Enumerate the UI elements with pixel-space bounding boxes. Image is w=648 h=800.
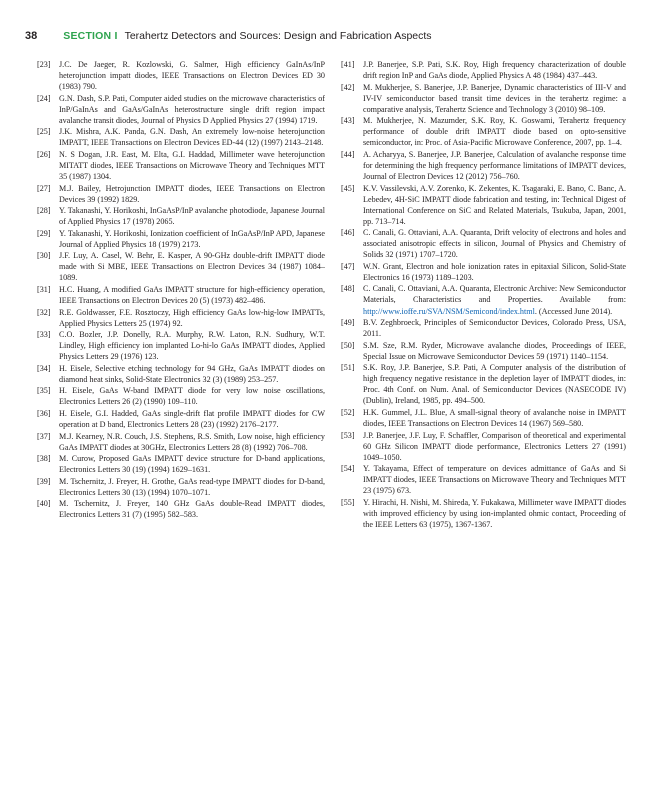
reference-item <box>341 115 626 148</box>
reference-item <box>341 149 626 182</box>
reference-item <box>341 430 626 463</box>
reference-number: [53] <box>341 430 355 440</box>
reference-number: [29] <box>37 228 51 238</box>
reference-text: M. Tschernitz, J. Freyer, H. Grothe, GaAs read-type IMPATT diodes for D-band, Electronics Letters 30 (13) (1994) 1070–1071. <box>59 476 325 497</box>
reference-item <box>341 407 626 429</box>
reference-text-suffix: . (Accessed June 2014). <box>534 306 613 316</box>
reference-item <box>37 183 325 205</box>
reference-text: N. S Dogan, J.R. East, M. Elta, G.I. Haddad, Millimeter wave heterojunction MITATT diodes, IEEE Transactions on Microwave Theory and Techniques MTT 35 (1987) 1304. <box>59 149 325 181</box>
reference-number: [42] <box>341 82 355 92</box>
reference-item <box>37 363 325 385</box>
reference-text: H.K. Gummel, J.L. Blue, A small-signal theory of avalanche noise in IMPATT diodes, IEEE Transactions on Electron Devices 14 (1967) 569–580. <box>363 407 626 428</box>
reference-number: [51] <box>341 363 355 373</box>
reference-item <box>37 149 325 182</box>
reference-text: Y. Takayama, Effect of temperature on devices admittance of GaAs and Si IMPATT diodes, IEEE Transactions on Microwave Theory and Techniques MTT 23 (1975) 673. <box>363 464 626 496</box>
reference-text: C. Canali, G. Ottaviani, A.A. Quaranta, Drift velocity of electrons and holes and associated anisotropic effects in silicon, Journal of Physics and Chemistry of Solids 32 (1971) 1707–1720. <box>363 228 626 260</box>
reference-link[interactable]: http://www.ioffe.ru/SVA/NSM/Semicond/index.html <box>363 306 535 316</box>
reference-text: J.P. Banerjee, S.P. Pati, S.K. Roy, High frequency characterization of double drift region InP and GaAs diode, Applied Physics A 48 (1984) 437–443. <box>363 60 626 81</box>
reference-item <box>37 307 325 329</box>
running-title: Terahertz Detectors and Sources: Design and Fabrication Aspects <box>124 30 432 42</box>
reference-number: [27] <box>37 183 51 193</box>
reference-item <box>37 329 325 362</box>
reference-text: Y. Takanashi, Y. Horikoshi, InGaAsP/InP avalanche photodiode, Japanese Journal of Applied Physics 17 (1978) 2065. <box>59 206 325 227</box>
reference-item <box>341 497 626 530</box>
reference-number: [30] <box>37 251 51 261</box>
reference-text: M.J. Bailey, Hetrojunction IMPATT diodes, IEEE Transactions on Electron Devices 39 (1992) 1829. <box>59 183 325 204</box>
reference-text: K.V. Vassilevski, A.V. Zorenko, K. Zekentes, K. Tsagaraki, E. Bano, C. Banc, A. Lebedev, 4H-SiC IMPATT diode fabrication and testing, in: Technical Digest of International Conference on SiC and Related Materials, Tsukuba, Japan, 2001, pp. 713–714. <box>363 183 626 226</box>
reference-text: M. Mukherjee, S. Banerjee, J.P. Banerjee, Dynamic characteristics of III-V and IV-IV semiconductor based transit time devices in the terahertz regime: a comparative analysis, Terahertz Science and Technology 3 (2010) 98–109. <box>363 82 626 114</box>
reference-number: [45] <box>341 183 355 193</box>
reference-item <box>341 463 626 496</box>
reference-text: H. Eisele, G.I. Hadded, GaAs single-drift flat profile IMPATT diodes for CW operation at D band, Electronics Letters 28 (23) (1992) 2176–2177. <box>59 408 325 429</box>
reference-item <box>37 228 325 250</box>
reference-text: S.K. Roy, J.P. Banerjee, S.P. Pati, A Computer analysis of the distribution of high frequency negative resistance in the depletion layer of IMPATT diodes, in: Proc. 4th Conf. on Num. Anal. of Semiconductor Devices (NASECODE IV) (Dublin), Ireland, 1985, pp. 494–500. <box>363 363 626 406</box>
reference-text: J.C. De Jaeger, R. Kozlowski, G. Salmer, High efficiency GaInAs/InP heterojunction impatt diodes, IEEE Transactions on Electron Devices ED 30 (1983) 790. <box>59 60 325 92</box>
reference-item <box>341 340 626 362</box>
reference-item <box>37 385 325 407</box>
reference-number: [39] <box>37 476 51 486</box>
reference-text: J.P. Banerjee, J.F. Luy, F. Schaffler, Comparison of theoretical and experimental 60 GHz Silicon IMPATT diode performance, Electronics Letters 27 (1991) 1049–1050. <box>363 430 626 462</box>
running-header <box>25 30 608 46</box>
reference-number: [23] <box>37 60 51 69</box>
reference-text: C.O. Bozler, J.P. Donelly, R.A. Murphy, R.W. Laton, R.N. Sudhury, W.T. Lindley, High efficiency ion implanted Lo-hi-lo GaAs IMPATT diodes, Applied Physics Letters 29 (1976) 123. <box>59 330 325 362</box>
reference-text: M. Tschernitz, J. Freyer, 140 GHz GaAs double-Read IMPATT diodes, Electronics Letters 31 (7) (1995) 582–583. <box>59 499 325 520</box>
reference-item <box>37 93 325 126</box>
reference-number: [31] <box>37 284 51 294</box>
reference-number: [28] <box>37 206 51 216</box>
reference-number: [49] <box>341 318 355 328</box>
reference-text: M.J. Kearney, N.R. Couch, J.S. Stephens, R.S. Smith, Low noise, high efficiency GaAs IMPATT diodes at 30GHz, Electronics Letters 28 (8) (1992) 706–708. <box>59 431 325 452</box>
reference-item <box>341 227 626 260</box>
reference-text: S.M. Sze, R.M. Ryder, Microwave avalanche diodes, Proceedings of IEEE, Special Issue on Microwave Semiconductor Devices 59 (1971) 1140–1154. <box>363 340 626 361</box>
section-label: SECTION I <box>63 30 118 42</box>
reference-number: [25] <box>37 127 51 137</box>
reference-item <box>341 362 626 406</box>
reference-item <box>37 126 325 148</box>
reference-text: G.N. Dash, S.P. Pati, Computer aided studies on the microwave characteristics of InP/GaInAs and GaAs/GaInAs heterostructure single drift region impact avalanche transit diodes, Journal of Physics D Applied Physics 27 (1994) 1719. <box>59 93 325 125</box>
reference-number: [36] <box>37 408 51 418</box>
reference-number: [44] <box>341 149 355 159</box>
page-number: 38 <box>25 30 38 42</box>
reference-text: H. Eisele, Selective etching technology for 94 GHz, GaAs IMPATT diodes on diamond heat sinks, Solid-State Electronics 32 (3) (1989) 253–257. <box>59 363 325 384</box>
reference-number: [47] <box>341 261 355 271</box>
reference-number: [52] <box>341 407 355 417</box>
reference-item <box>37 476 325 498</box>
reference-text: Y. Hirachi, H. Nishi, M. Shireda, Y. Fukakawa, Millimeter wave IMPATT diodes with improved efficiency by using ion-implanted ohmic contact, Proceeding of the IEEE Letters 63 (1975), 1367-1367. <box>363 497 626 529</box>
reference-number: [43] <box>341 116 355 126</box>
reference-item <box>341 317 626 339</box>
reference-text: R.E. Goldwasser, F.E. Rosztoczy, High efficiency GaAs low-hig-low IMPATTs, Applied Physics Letters 25 (1974) 92. <box>59 307 325 328</box>
references-column-left <box>37 59 325 521</box>
reference-number: [50] <box>341 340 355 350</box>
reference-number: [24] <box>37 93 51 103</box>
reference-item <box>37 453 325 475</box>
reference-item <box>37 284 325 306</box>
reference-text: C. Canali, C. Ottaviani, A.A. Quaranta, Electronic Archive: New Semiconductor Materials, Characteristics and Properties. Available from: <box>363 284 626 305</box>
reference-item <box>37 205 325 227</box>
reference-item <box>37 408 325 430</box>
reference-text: B.V. Zeghbroeck, Principles of Semiconductor Devices, Colorado Press, USA, 2011. <box>363 318 626 339</box>
reference-number: [33] <box>37 330 51 340</box>
reference-number: [46] <box>341 228 355 238</box>
reference-item <box>37 498 325 520</box>
reference-text: M. Curow, Proposed GaAs IMPATT device structure for D-band applications, Electronics Letters 30 (19) (1994) 1629–1631. <box>59 454 325 475</box>
reference-text: H. Eisele, GaAs W-band IMPATT diode for very low noise oscillations, Electronics Letters 26 (2) (1990) 109–110. <box>59 386 325 407</box>
reference-item <box>341 82 626 115</box>
reference-item <box>341 183 626 227</box>
reference-text: J.K. Mishra, A.K. Panda, G.N. Dash, An extremely low-noise heterojunction IMPATT, IEEE Transactions on Electron Devices ED-44 (12) (1997) 2143–2148. <box>59 127 325 148</box>
reference-number: [54] <box>341 464 355 474</box>
reference-item <box>341 283 626 316</box>
reference-text: A. Acharyya, S. Banerjee, J.P. Banerjee, Calculation of avalanche response time for determining the high frequency performance limitations of IMPATT devices, Journal of Electron Devices 12 (2012) 756–760. <box>363 149 626 181</box>
reference-number: [38] <box>37 454 51 464</box>
reference-text: J.F. Luy, A. Casel, W. Behr, E. Kasper, A 90-GHz double-drift IMPATT diode made with Si MBE, IEEE Transactions on Electron Devices 34 (1987) 1084–1089. <box>59 251 325 283</box>
reference-item <box>37 431 325 453</box>
reference-text: H.C. Huang, A modified GaAs IMPATT structure for high-efficiency operation, IEEE Transactions on Electron Devices 20 (5) (1973) 482–486. <box>59 284 325 305</box>
reference-number: [26] <box>37 149 51 159</box>
reference-item <box>37 59 325 92</box>
reference-text: Y. Takanashi, Y. Horikoshi, Ionization coefficient of InGaAsP/InP APD, Japanese Journal of Applied Physics 18 (1979) 2173. <box>59 228 325 249</box>
reference-number: [41] <box>341 60 355 69</box>
reference-number: [34] <box>37 363 51 373</box>
reference-item <box>341 59 626 81</box>
reference-item <box>37 250 325 283</box>
reference-number: [40] <box>37 499 51 509</box>
references-column-right <box>341 59 626 530</box>
reference-text: W.N. Grant, Electron and hole ionization rates in epitaxial Silicon, Solid-State Electronics 16 (1973) 1189–1203. <box>363 261 626 282</box>
reference-number: [55] <box>341 497 355 507</box>
reference-number: [48] <box>341 284 355 294</box>
reference-text: M. Mukherjee, N. Mazumder, S.K. Roy, K. Goswami, Terahertz frequency performance of double drift IMPATT diode based on opto-sensitive semiconductor, in: Proc. of Asia-Pacific Microwave Conference, 2007, pp. 1–4. <box>363 116 626 148</box>
reference-number: [37] <box>37 431 51 441</box>
reference-number: [35] <box>37 386 51 396</box>
reference-number: [32] <box>37 307 51 317</box>
reference-item <box>341 261 626 283</box>
